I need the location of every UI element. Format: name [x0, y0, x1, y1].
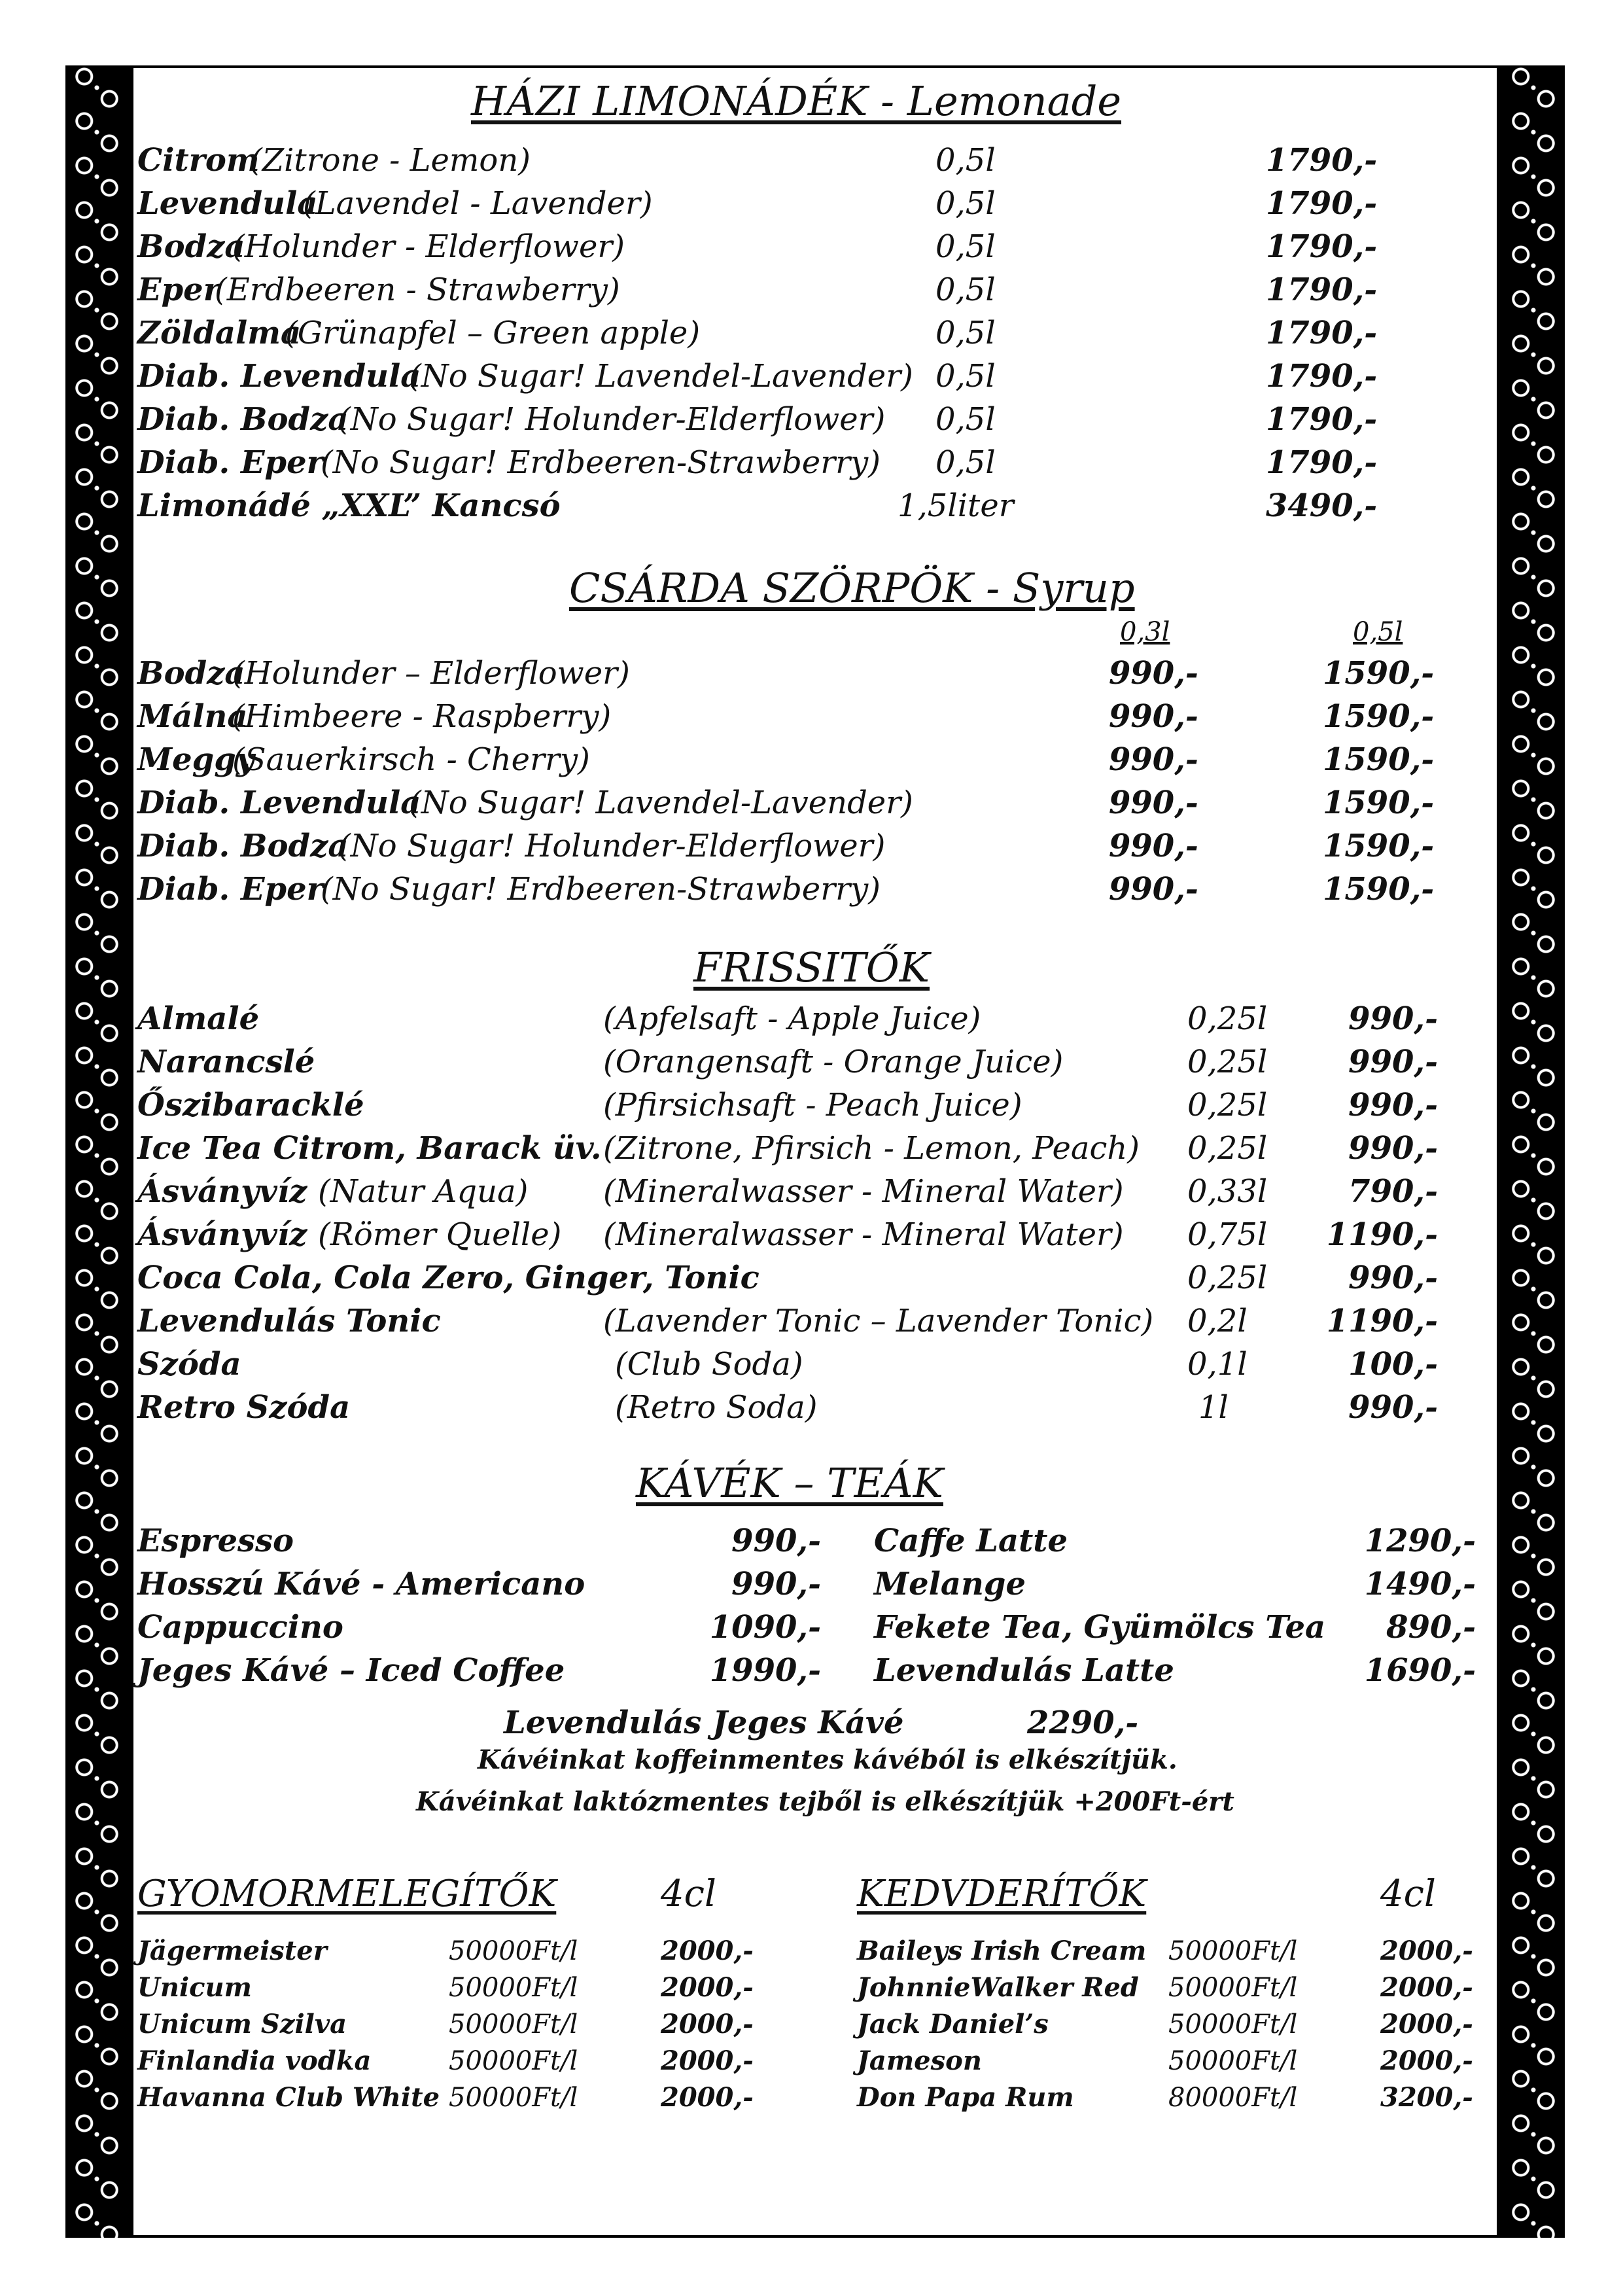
warmers-item-name: Unicum	[137, 1972, 252, 2003]
syrup-item-price-large: 1590,-	[1323, 741, 1435, 778]
lemonade-item-size: 0,5l	[935, 185, 996, 222]
refresh-item-price: 1190,-	[1326, 1303, 1438, 1339]
syrup-item-desc: (Himbeere - Raspberry)	[232, 698, 612, 735]
lemonade-item-name: Citrom	[137, 142, 260, 179]
refresh-item-size: 0,2l	[1187, 1303, 1248, 1339]
lemonade-item-size: 0,5l	[935, 401, 996, 438]
cheer-item-price: 2000,-	[1380, 1935, 1473, 1966]
warmers-item-price: 2000,-	[661, 1935, 754, 1966]
refresh-item-name: Retro Szóda	[137, 1389, 351, 1426]
lemonade-item-size: 0,5l	[935, 315, 996, 351]
lemonade-item-price: 1790,-	[1266, 142, 1378, 179]
lemonade-item-size: 0,5l	[935, 228, 996, 265]
syrup-item-name: Málna	[137, 698, 248, 735]
refresh-item-size: 0,25l	[1187, 1260, 1268, 1296]
syrup-item-desc: (Holunder – Elderflower)	[232, 655, 630, 692]
tea-item-name: Melange	[874, 1566, 1026, 1602]
tea-item-price: 1490,-	[1364, 1566, 1476, 1602]
lemonade-item-price: 3490,-	[1266, 487, 1378, 524]
syrup-item-name: Bodza	[137, 655, 245, 692]
refresh-item-size: 0,33l	[1187, 1173, 1268, 1210]
refresh-item-desc: (Pfirsichsaft - Peach Juice)	[603, 1087, 1022, 1123]
refresh-item-name: Levendulás Tonic	[137, 1303, 441, 1339]
syrup-col-header: 0,5l	[1353, 617, 1403, 647]
syrup-item-price-small: 990,-	[1109, 828, 1198, 864]
cheer-item-per-liter: 80000Ft/l	[1168, 2083, 1298, 2113]
syrup-item-desc: (No Sugar! Holunder-Elderflower)	[338, 828, 886, 864]
refresh-item-price: 990,-	[1348, 1260, 1438, 1296]
lemonade-item-desc: (No Sugar! Lavendel-Lavender)	[409, 358, 913, 395]
syrup-item-price-large: 1590,-	[1323, 655, 1435, 692]
refresh-item-desc: (Retro Soda)	[615, 1389, 818, 1426]
refresh-item-price: 1190,-	[1326, 1216, 1438, 1253]
warmers-item-per-liter: 50000Ft/l	[449, 1936, 578, 1966]
cheer-item-name: Baileys Irish Cream	[857, 1935, 1147, 1966]
refresh-item-price: 990,-	[1348, 1044, 1438, 1080]
lemonade-item-name: Limonádé „XXL” Kancsó	[137, 487, 561, 524]
cheer-item-price: 2000,-	[1380, 1972, 1473, 2003]
lemonade-item-desc: (Erdbeeren - Strawberry)	[215, 272, 620, 308]
cheer-item-name: Jameson	[857, 2045, 982, 2076]
syrup-item-name: Diab. Eper	[137, 871, 323, 908]
coffee-item-price: 1090,-	[709, 1609, 821, 1646]
syrup-item-price-small: 990,-	[1109, 655, 1198, 692]
warmers-item-price: 2000,-	[661, 2045, 754, 2076]
lemonade-item-desc: (No Sugar! Holunder-Elderflower)	[338, 401, 886, 438]
refresh-item-price: 990,-	[1348, 1087, 1438, 1123]
warmers-item-price: 2000,-	[661, 2082, 754, 2113]
refresh-item-name: Szóda	[137, 1346, 241, 1383]
coffee-note-lactose: Kávéinkat laktózmentes tejből is elkészítjük +200Ft-ért	[416, 1786, 1234, 1817]
syrup-item-name: Diab. Bodza	[137, 828, 349, 864]
refresh-item-size: 0,25l	[1187, 1087, 1268, 1123]
tea-item-price: 890,-	[1386, 1609, 1476, 1646]
refresh-item-name: Ásványvíz	[137, 1216, 307, 1253]
cheer-item-price: 2000,-	[1380, 2045, 1473, 2076]
refresh-item-price: 100,-	[1348, 1346, 1438, 1383]
lemonade-item-price: 1790,-	[1266, 444, 1378, 481]
syrup-item-name: Meggy	[137, 741, 254, 778]
lemonade-item-size: 0,5l	[935, 358, 996, 395]
lemonade-item-price: 1790,-	[1266, 228, 1378, 265]
refresh-item-price: 990,-	[1348, 1389, 1438, 1426]
lemonade-item-name: Bodza	[137, 228, 245, 265]
refresh-item-price: 990,-	[1348, 1130, 1438, 1167]
lemonade-item-price: 1790,-	[1266, 272, 1378, 308]
cheer-item-price: 3200,-	[1380, 2082, 1473, 2113]
refresh-item-name: Ásványvíz	[137, 1173, 307, 1210]
syrup-item-price-large: 1590,-	[1323, 698, 1435, 735]
floral-border-right	[1502, 65, 1565, 2238]
warmers-item-name: Havanna Club White	[137, 2082, 440, 2113]
refresh-item-desc: (Lavender Tonic – Lavender Tonic)	[603, 1303, 1154, 1339]
lemonade-item-desc: (Grünapfel – Green apple)	[285, 315, 701, 351]
refresh-item-desc: (Orangensaft - Orange Juice)	[603, 1044, 1064, 1080]
warmers-item-name: Unicum Szilva	[137, 2009, 347, 2040]
syrup-col-header: 0,3l	[1120, 617, 1170, 647]
lemonade-item-desc: (Holunder - Elderflower)	[232, 228, 625, 265]
refresh-item-size: 0,75l	[1187, 1216, 1268, 1253]
syrup-item-price-small: 990,-	[1109, 741, 1198, 778]
syrup-item-name: Diab. Levendula	[137, 785, 421, 821]
syrup-item-price-small: 990,-	[1109, 871, 1198, 908]
floral-border-left	[65, 65, 128, 2238]
refresh-item-size: 0,25l	[1187, 1130, 1268, 1167]
lemonade-title: HÁZI LIMONÁDÉK - Lemonade	[471, 77, 1122, 125]
syrup-item-price-large: 1590,-	[1323, 785, 1435, 821]
lemonade-item-name: Levendula	[137, 185, 318, 222]
coffee-item-name: Espresso	[137, 1523, 294, 1559]
lemonade-item-desc: (Zitrone - Lemon)	[250, 142, 531, 179]
cheer-item-price: 2000,-	[1380, 2009, 1473, 2040]
warmers-item-price: 2000,-	[661, 2009, 754, 2040]
refresh-item-desc: (Mineralwasser - Mineral Water)	[603, 1216, 1124, 1253]
lemonade-item-size: 0,5l	[935, 272, 996, 308]
lemonade-item-desc: (Lavendel - Lavender)	[303, 185, 653, 222]
cheer-item-per-liter: 50000Ft/l	[1168, 2046, 1298, 2076]
coffee-title: KÁVÉK – TEÁK	[636, 1459, 943, 1507]
refresh-item-price: 790,-	[1348, 1173, 1438, 1210]
warmers-item-per-liter: 50000Ft/l	[449, 2083, 578, 2113]
lemonade-item-name: Zöldalma	[137, 315, 302, 351]
lemonade-item-price: 1790,-	[1266, 315, 1378, 351]
cheer-item-name: Don Papa Rum	[857, 2082, 1074, 2113]
refresh-item-name: Coca Cola, Cola Zero, Ginger, Tonic	[137, 1260, 759, 1296]
warmers-item-price: 2000,-	[661, 1972, 754, 2003]
syrup-item-price-large: 1590,-	[1323, 828, 1435, 864]
lemonade-item-name: Eper	[137, 272, 220, 308]
warmers-item-per-liter: 50000Ft/l	[449, 2046, 578, 2076]
warmers-item-per-liter: 50000Ft/l	[449, 1973, 578, 2003]
cheer-item-per-liter: 50000Ft/l	[1168, 1936, 1298, 1966]
refresh-item-price: 990,-	[1348, 1000, 1438, 1037]
syrup-title: CSÁRDA SZÖRPÖK - Syrup	[569, 564, 1135, 612]
syrup-item-price-large: 1590,-	[1323, 871, 1435, 908]
coffee-item-price: 990,-	[731, 1523, 821, 1559]
lemonade-item-name: Diab. Eper	[137, 444, 323, 481]
coffee-item-price: 1990,-	[709, 1652, 821, 1689]
lemonade-item-size: 1,5liter	[898, 487, 1014, 524]
refresh-item-size: 1l	[1198, 1389, 1229, 1426]
lemonade-item-name: Diab. Levendula	[137, 358, 421, 395]
cheer-unit: 4cl	[1380, 1873, 1436, 1915]
refresh-item-size: 0,25l	[1187, 1044, 1268, 1080]
lemonade-item-price: 1790,-	[1266, 358, 1378, 395]
tea-item-price: 1690,-	[1364, 1652, 1476, 1689]
cheer-item-name: Jack Daniel’s	[857, 2009, 1049, 2040]
refresh-item-name: Narancslé	[137, 1044, 315, 1080]
cheer-item-per-liter: 50000Ft/l	[1168, 2009, 1298, 2040]
coffee-item-price: 990,-	[731, 1566, 821, 1602]
warmers-item-name: Jägermeister	[137, 1935, 327, 1966]
syrup-item-price-small: 990,-	[1109, 785, 1198, 821]
refresh-title: FRISSITŐK	[693, 944, 930, 991]
refresh-item-name: Almalé	[137, 1000, 260, 1037]
tea-item-price: 1290,-	[1364, 1523, 1476, 1559]
lemonade-item-size: 0,5l	[935, 444, 996, 481]
lemonade-item-name: Diab. Bodza	[137, 401, 349, 438]
refresh-item-desc: (Club Soda)	[615, 1346, 803, 1383]
refresh-item-size: 0,1l	[1187, 1346, 1248, 1383]
coffee-special-price: 2290,-	[1027, 1704, 1139, 1741]
refresh-item-extra: (Römer Quelle)	[318, 1216, 562, 1253]
tea-item-name: Caffe Latte	[874, 1523, 1068, 1559]
refresh-item-size: 0,25l	[1187, 1000, 1268, 1037]
coffee-item-name: Cappuccino	[137, 1609, 343, 1646]
coffee-note-decaf: Kávéinkat koffeinmentes kávéból is elkészítjük.	[478, 1744, 1178, 1775]
refresh-item-desc: (Zitrone, Pfirsich - Lemon, Peach)	[603, 1130, 1140, 1167]
tea-item-name: Fekete Tea, Gyümölcs Tea	[874, 1609, 1326, 1646]
coffee-item-name: Hosszú Kávé - Americano	[137, 1566, 585, 1602]
syrup-item-desc: (No Sugar! Lavendel-Lavender)	[409, 785, 913, 821]
lemonade-item-desc: (No Sugar! Erdbeeren-Strawberry)	[321, 444, 881, 481]
warmers-item-per-liter: 50000Ft/l	[449, 2009, 578, 2040]
syrup-item-desc: (Sauerkirsch - Cherry)	[232, 741, 590, 778]
refresh-item-name: Őszibaracklé	[137, 1087, 364, 1123]
warmers-item-name: Finlandia vodka	[137, 2045, 372, 2076]
refresh-item-desc: (Mineralwasser - Mineral Water)	[603, 1173, 1124, 1210]
lemonade-item-price: 1790,-	[1266, 401, 1378, 438]
syrup-item-desc: (No Sugar! Erdbeeren-Strawberry)	[321, 871, 881, 908]
refresh-item-extra: (Natur Aqua)	[318, 1173, 529, 1210]
warmers-title: GYOMORMELEGÍTŐK	[137, 1873, 557, 1915]
coffee-special-name: Levendulás Jeges Kávé	[504, 1704, 904, 1741]
warmers-unit: 4cl	[661, 1873, 716, 1915]
syrup-item-price-small: 990,-	[1109, 698, 1198, 735]
coffee-item-name: Jeges Kávé – Iced Coffee	[137, 1652, 565, 1689]
refresh-item-desc: (Apfelsaft - Apple Juice)	[603, 1000, 981, 1037]
lemonade-item-price: 1790,-	[1266, 185, 1378, 222]
cheer-item-name: JohnnieWalker Red	[857, 1972, 1139, 2003]
cheer-title: KEDVDERÍTŐK	[857, 1873, 1147, 1915]
tea-item-name: Levendulás Latte	[874, 1652, 1174, 1689]
lemonade-item-size: 0,5l	[935, 142, 996, 179]
cheer-item-per-liter: 50000Ft/l	[1168, 1973, 1298, 2003]
refresh-item-name: Ice Tea Citrom, Barack üv.	[137, 1130, 602, 1167]
